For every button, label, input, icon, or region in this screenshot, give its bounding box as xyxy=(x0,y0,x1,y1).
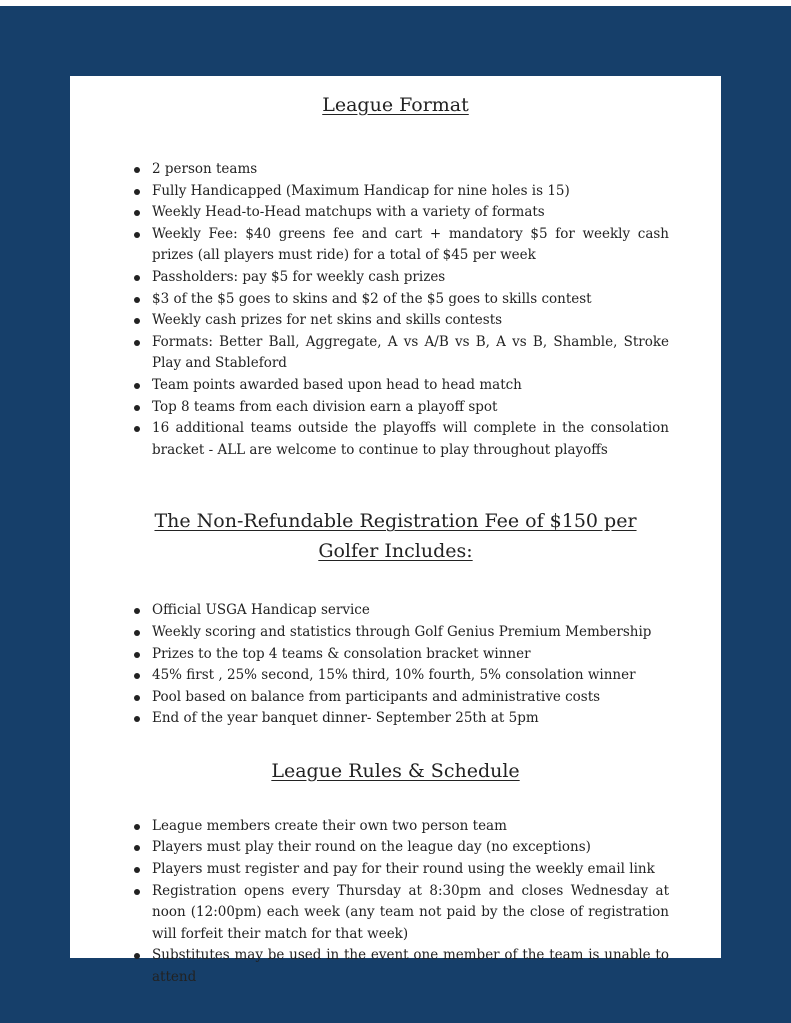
list-item: 16 additional teams outside the playoffs will complete in the consolation bracket - ALL are welcome to continue to play throughout playoffs xyxy=(134,418,669,461)
list-item: $3 of the $5 goes to skins and $2 of the $5 goes to skills contest xyxy=(134,289,669,311)
flyer-card xyxy=(70,76,721,986)
list-item: Registration opens every Thursday at 8:30pm and closes Wednesday at noon (12:00pm) each week (any team not paid by the close of registration will forfeit their match for that week) xyxy=(134,881,669,946)
list-item: End of the year banquet dinner- September 25th at 5pm xyxy=(134,708,669,730)
list-item: Weekly Fee: $40 greens fee and cart + mandatory $5 for weekly cash prizes (all players must ride) for a total of $45 per week xyxy=(134,224,669,267)
list-item: Top 8 teams from each division earn a playoff spot xyxy=(134,397,669,419)
list-item: Prizes to the top 4 teams & consolation bracket winner xyxy=(134,644,669,666)
list-item: Official USGA Handicap service xyxy=(134,600,669,622)
list-item: Players must play their round on the league day (no exceptions) xyxy=(134,837,669,859)
list-item: Passholders: pay $5 for weekly cash prizes xyxy=(134,267,669,289)
list-item: Weekly scoring and statistics through Golf Genius Premium Membership xyxy=(134,622,669,644)
list-item: 2 person teams xyxy=(134,159,669,181)
rules-schedule-list xyxy=(122,816,669,989)
list-item: League members create their own two person team xyxy=(134,816,669,838)
registration-fee-list xyxy=(122,600,669,730)
list-item: Substitutes may be used in the event one member of the team is unable to attend xyxy=(134,945,669,988)
list-item: Team points awarded based upon head to head match xyxy=(134,375,669,397)
section-title-rules-schedule: League Rules & Schedule xyxy=(271,759,520,782)
section-title-league-format: League Format xyxy=(322,94,469,116)
list-item: Fully Handicapped (Maximum Handicap for nine holes is 15) xyxy=(134,181,669,203)
list-item: 45% first , 25% second, 15% third, 10% fourth, 5% consolation winner xyxy=(134,665,669,687)
list-item: Weekly Head-to-Head matchups with a variety of formats xyxy=(134,202,669,224)
list-item: Formats: Better Ball, Aggregate, A vs A/B vs B, A vs B, Shamble, Stroke Play and Stableford xyxy=(134,332,669,375)
list-item: Players must register and pay for their round using the weekly email link xyxy=(134,859,669,881)
list-item: Pool based on balance from participants and administrative costs xyxy=(134,687,669,709)
league-format-list xyxy=(122,159,669,461)
list-item: Weekly cash prizes for net skins and skills contests xyxy=(134,310,669,332)
top-border-strip xyxy=(0,0,791,6)
section-title-registration-fee: The Non-Refundable Registration Fee of $150 per Golfer Includes: xyxy=(154,510,637,563)
